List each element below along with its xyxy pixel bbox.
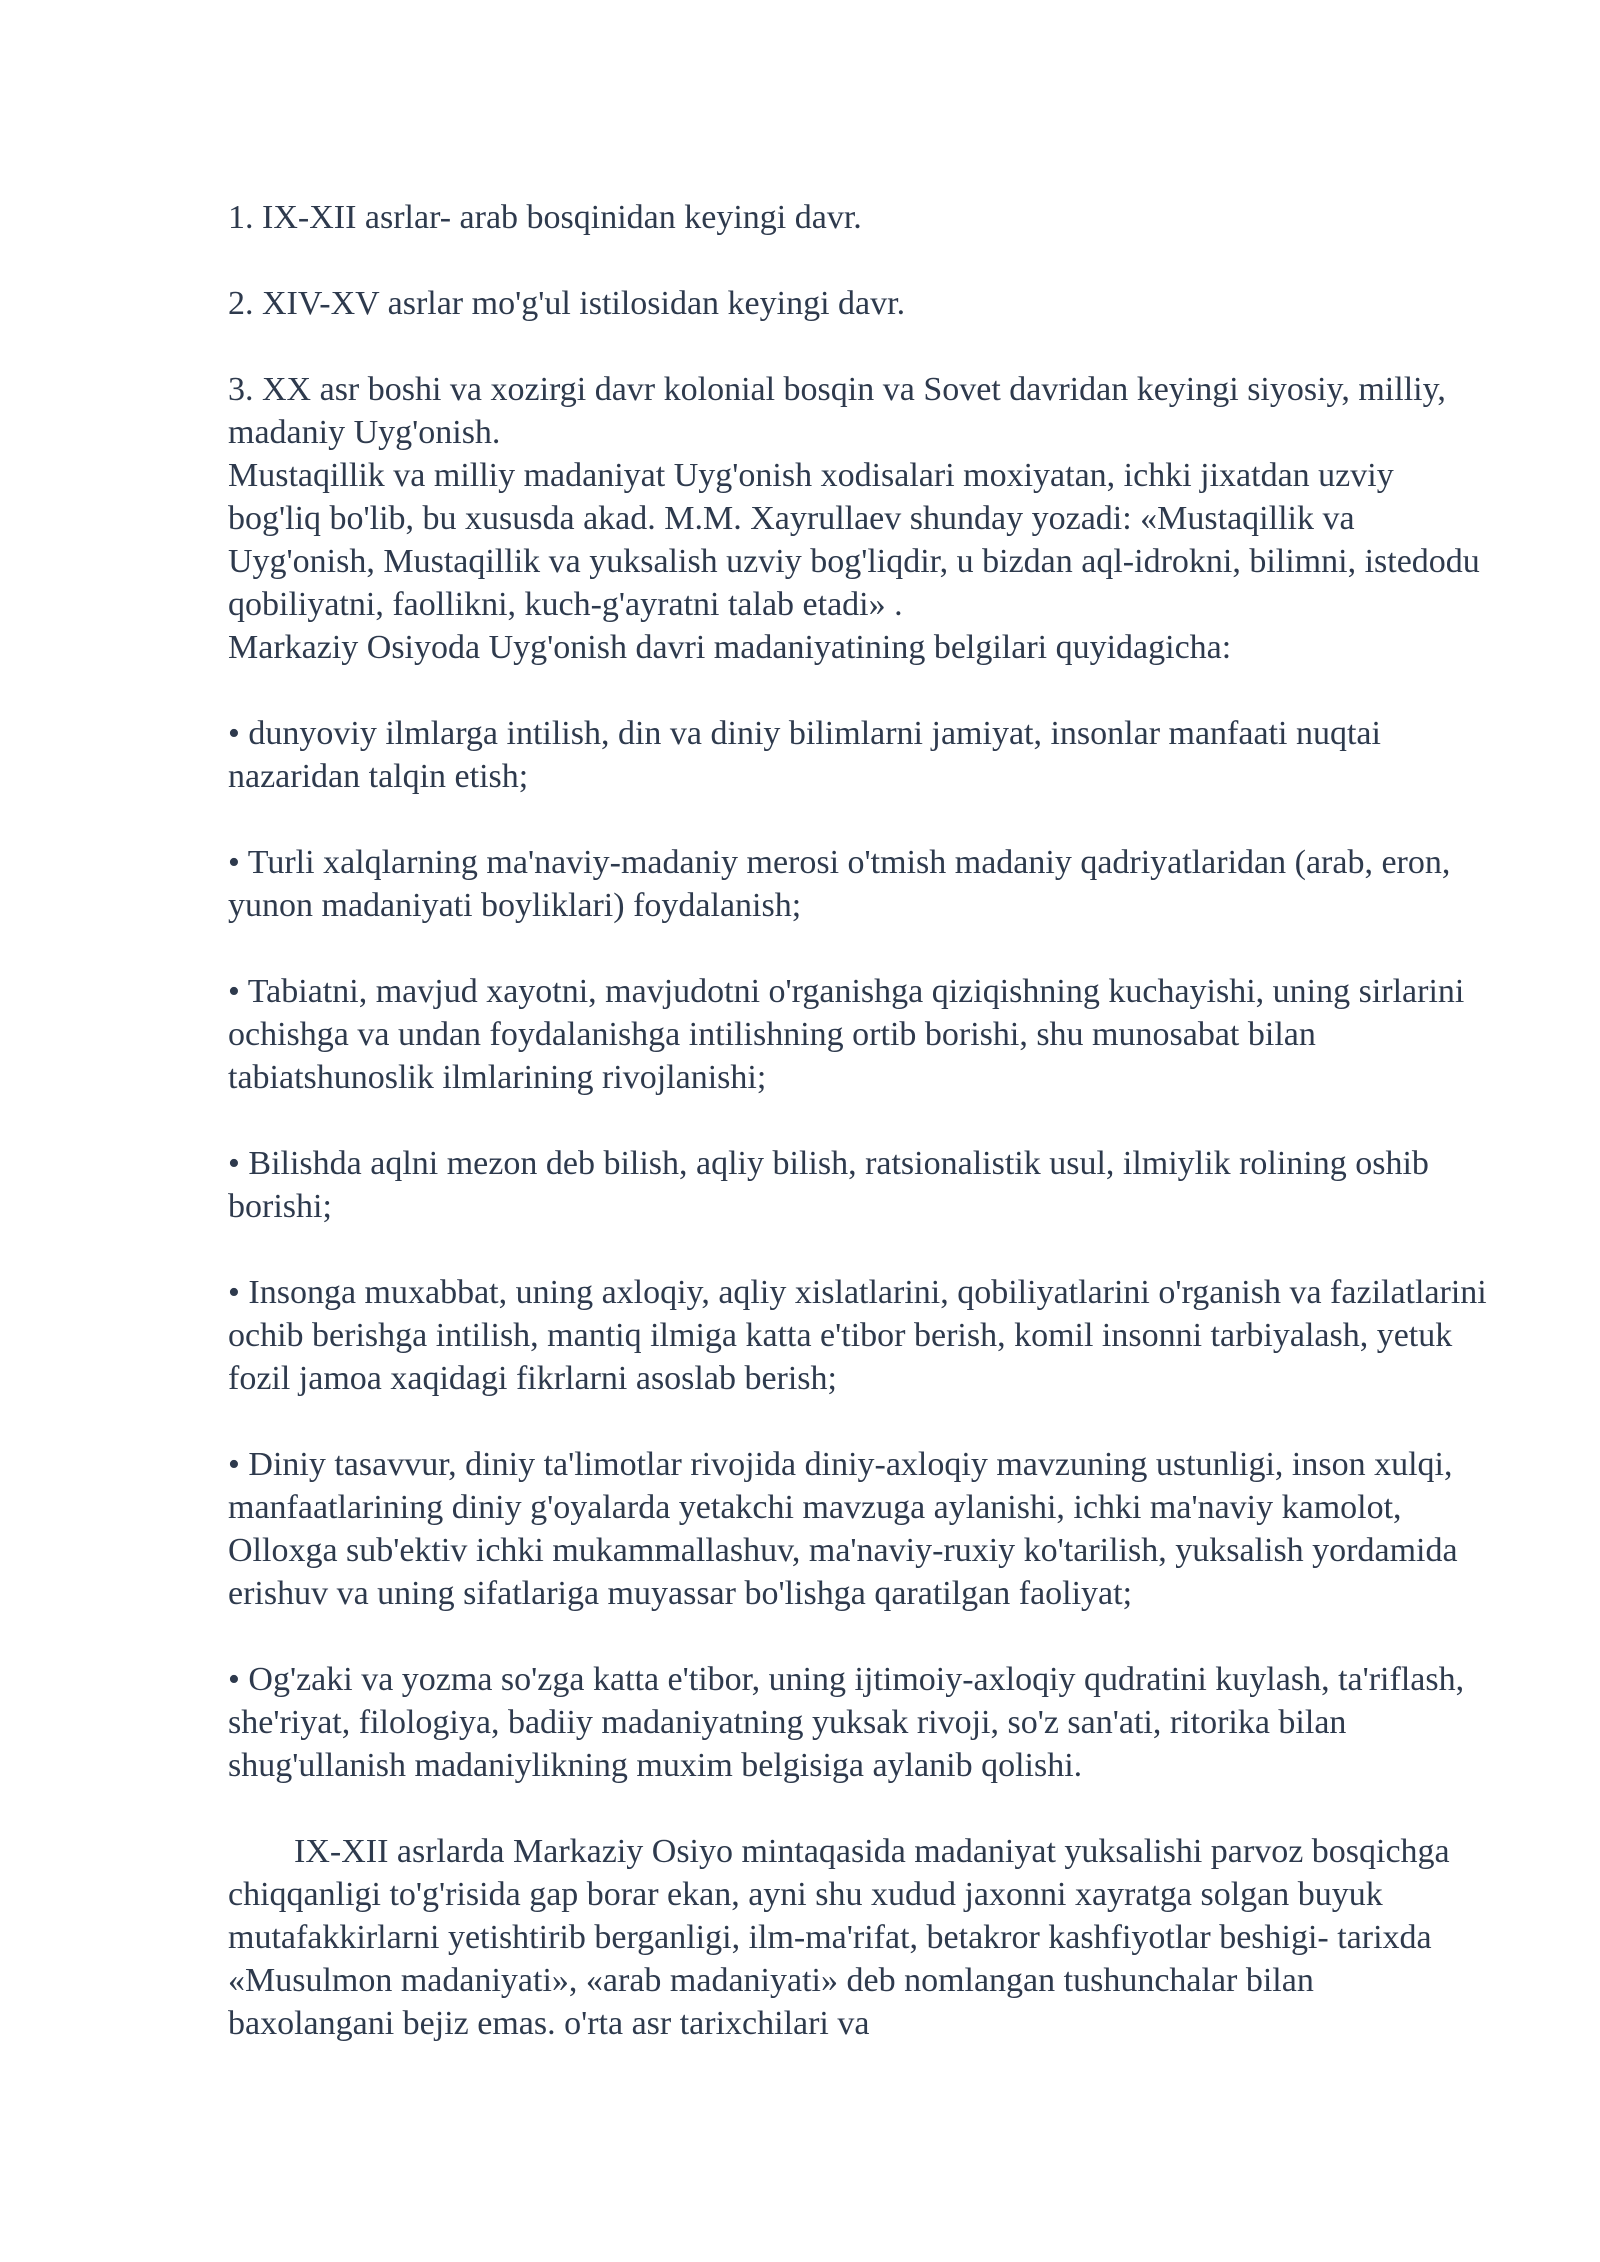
list-item-period-3: 3. XX asr boshi va xozirgi davr kolonial bosqin va Sovet davridan keyingi siyosiy, milliy, madaniy Uyg'onish. (228, 371, 1446, 451)
bullet-item-1: • dunyoviy ilmlarga intilish, din va diniy bilimlarni jamiyat, insonlar manfaati nuqtai nazaridan talqin etish; (228, 715, 1381, 795)
bullet-item-4: • Bilishda aqlni mezon deb bilish, aqliy bilish, ratsionalistik usul, ilmiylik rolining oshib borishi; (228, 1145, 1429, 1225)
bullet-item-7: • Og'zaki va yozma so'zga katta e'tibor, uning ijtimoiy-axloqiy qudratini kuylash, ta'riflash, she'riyat, filologiya, badiiy madaniyatning yuksak rivoji, so'z san'ati, ritorika bilan shug'ullanish madaniylikning muxim belgisiga aylanib qolishi. (228, 1661, 1465, 1784)
bullet-item-6: • Diniy tasavvur, diniy ta'limotlar rivojida diniy-axloqiy mavzuning ustunligi, inson xulqi, manfaatlarining diniy g'oyalarda yetakchi mavzuga aylanishi, ichki ma'naviy kamolot, Olloxga sub'ektiv ichki mukammallashuv, ma'naviy-ruxiy ko'tarilish, yuksalish yordamida erishuv va uning sifatlariga muyassar bo'lishga qaratilgan faoliyat; (228, 1446, 1458, 1612)
bullet-item-2: • Turli xalqlarning ma'naviy-madaniy merosi o'tmish madaniy qadriyatlaridan (arab, eron, yunon madaniyati boyliklari) foydalanish; (228, 844, 1451, 924)
list-item-period-1: 1. IX-XII asrlar- arab bosqinidan keyingi davr. (228, 199, 862, 236)
paragraph-ix-xii-asrlarda: IX-XII asrlarda Markaziy Osiyo mintaqasida madaniyat yuksalishi parvoz bosqichga chiqqanligi to'g'risida gap borar ekan, ayni shu xudud jaxonni xayratga solgan buyuk mutafakkirlarni yetishtirib berganligi, ilm-ma'rifat, betakror kashfiyotlar beshigi- tarixda «Musulmon madaniyati», «arab madaniyati» deb nomlangan tushunchalar bilan baxolangani bejiz emas. o'rta asr tarixchilari va (228, 1833, 1450, 2042)
list-item-period-2: 2. XIV-XV asrlar mo'g'ul istilosidan keyingi davr. (228, 285, 906, 322)
bullet-item-5: • Insonga muxabbat, uning axloqiy, aqliy xislatlarini, qobiliyatlarini o'rganish va fazilatlarini ochib berishga intilish, mantiq ilmiga katta e'tibor berish, komil insonni tarbiyalash, yetuk fozil jamoa xaqidagi fikrlarni asoslab berish; (228, 1274, 1487, 1397)
paragraph-belgilari-intro: Markaziy Osiyoda Uyg'onish davri madaniyatining belgilari quyidagicha: (228, 629, 1232, 666)
document-body (228, 196, 1488, 2045)
paragraph-mustaqillik-quote: Mustaqillik va milliy madaniyat Uyg'onish xodisalari moxiyatan, ichki jixatdan uzviy bog'liq bo'lib, bu xususda akad. M.M. Xayrullaev shunday yozadi: «Mustaqillik va Uyg'onish, Mustaqillik va yuksalish uzviy bog'liqdir, u bizdan aql-idrokni, bilimni, istedodu qobiliyatni, faollikni, kuch-g'ayratni talab etadi» . (228, 457, 1480, 623)
bullet-item-3: • Tabiatni, mavjud xayotni, mavjudotni o'rganishga qiziqishning kuchayishi, uning sirlarini ochishga va undan foydalanishga intilishning ortib borishi, shu munosabat bilan tabiatshunoslik ilmlarining rivojlanishi; (228, 973, 1465, 1096)
